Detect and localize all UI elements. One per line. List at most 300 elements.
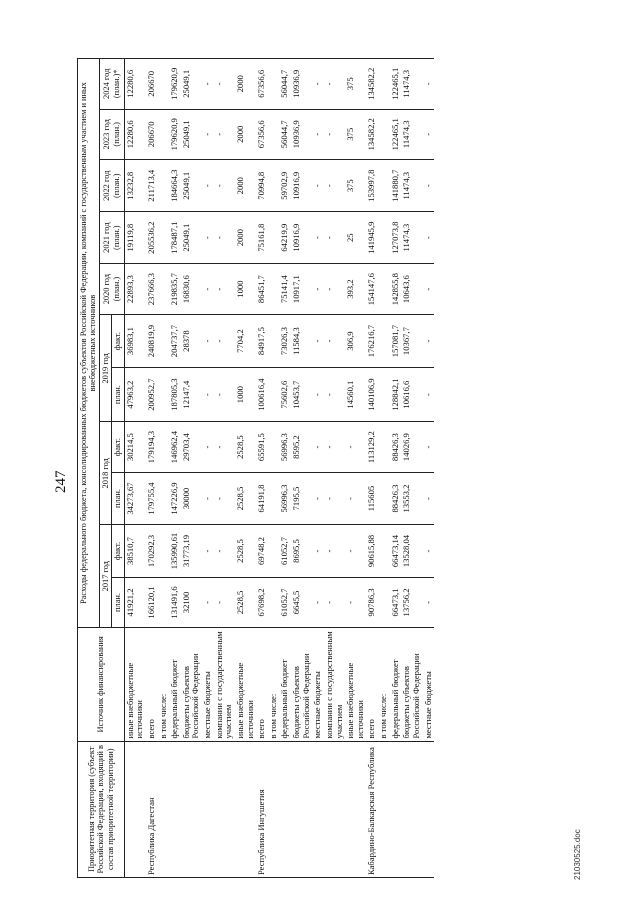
table-row	[324, 59, 345, 878]
value-cell: 8595,2	[291, 422, 312, 472]
value-cell: 2528,5	[235, 525, 256, 577]
value-cell: 200952,7	[146, 367, 158, 422]
value-cell: 30214,5	[124, 422, 146, 472]
table-row	[378, 59, 390, 878]
value-cell: 128842,1	[390, 367, 402, 422]
value-cell: 131491,6	[169, 577, 181, 627]
header-year-2020: 2020 год (план.)	[99, 263, 124, 314]
value-cell: 84917,5	[256, 315, 268, 367]
value-cell: 2000	[235, 59, 256, 110]
value-cell: 393,2	[345, 263, 366, 314]
value-cell: 61052,7	[279, 577, 291, 627]
value-cell: -	[324, 263, 345, 314]
value-cell: -	[324, 59, 345, 110]
header-territory: Приоритетная территория (субъект Российской Федерации, входящий в состав приоритетной территории)	[78, 741, 125, 877]
value-cell: 75141,4	[279, 263, 291, 314]
table-row	[235, 59, 256, 878]
table-header	[78, 59, 125, 878]
value-cell: 142855,8	[390, 263, 402, 314]
value-cell	[268, 577, 280, 627]
territory-cell	[202, 741, 214, 877]
territory-cell	[324, 741, 345, 877]
value-cell: 10453,7	[291, 367, 312, 422]
value-cell: 67356,6	[256, 59, 268, 110]
value-cell: 11474,3	[401, 212, 422, 263]
value-cell: 65591,5	[256, 422, 268, 472]
value-cell: 375	[345, 109, 366, 159]
value-cell: 1000	[235, 367, 256, 422]
value-cell	[158, 422, 170, 472]
source-cell: бюджеты субъектов Российской Федерации	[291, 628, 312, 741]
value-cell: 12280,6	[124, 59, 146, 110]
value-cell: 16830,6	[181, 263, 202, 314]
value-cell: -	[202, 315, 214, 367]
header-2017-plan: план.	[112, 577, 124, 627]
rotated-page	[55, 58, 615, 878]
value-cell	[268, 315, 280, 367]
value-cell: 179755,4	[146, 472, 158, 524]
value-cell: -	[202, 212, 214, 263]
value-cell: 141945,9	[366, 212, 378, 263]
value-cell: 32100	[181, 577, 202, 627]
header-2019-plan: план.	[112, 367, 124, 422]
source-cell: местные бюджеты	[423, 628, 435, 741]
territory-cell	[169, 741, 181, 877]
expenses-table	[77, 58, 434, 878]
value-cell: 22893,3	[124, 263, 146, 314]
value-cell: 25	[345, 212, 366, 263]
table-row	[124, 59, 146, 878]
value-cell: 11474,3	[401, 109, 422, 159]
source-cell: в том числе:	[378, 628, 390, 741]
value-cell	[158, 315, 170, 367]
table-row	[146, 59, 158, 878]
source-cell: местные бюджеты	[202, 628, 214, 741]
value-cell: -	[202, 59, 214, 110]
value-cell: 206670	[146, 59, 158, 110]
value-cell: -	[312, 367, 324, 422]
value-cell: 19119,8	[124, 212, 146, 263]
source-cell: в том числе:	[158, 628, 170, 741]
value-cell: 179620,9	[169, 109, 181, 159]
value-cell: -	[214, 422, 235, 472]
value-cell: 30000	[181, 472, 202, 524]
table-row	[158, 59, 170, 878]
value-cell	[378, 159, 390, 211]
value-cell: 11474,3	[401, 59, 422, 110]
value-cell	[268, 472, 280, 524]
value-cell: -	[214, 109, 235, 159]
value-cell: -	[324, 159, 345, 211]
source-cell: бюджеты субъектов Российской Федерации	[181, 628, 202, 741]
value-cell: 10936,9	[291, 59, 312, 110]
value-cell: 31773,19	[181, 525, 202, 577]
value-cell: -	[324, 577, 345, 627]
value-cell: -	[324, 367, 345, 422]
value-cell: 7704,2	[235, 315, 256, 367]
value-cell: -	[324, 472, 345, 524]
value-cell	[378, 422, 390, 472]
value-cell: -	[423, 263, 435, 314]
value-cell: 13232,8	[124, 159, 146, 211]
table-row	[279, 59, 291, 878]
value-cell	[158, 472, 170, 524]
value-cell	[268, 525, 280, 577]
value-cell	[378, 315, 390, 367]
value-cell: -	[312, 577, 324, 627]
value-cell: 176216,7	[366, 315, 378, 367]
table-row	[291, 59, 312, 878]
value-cell	[378, 212, 390, 263]
value-cell: -	[423, 159, 435, 211]
value-cell: -	[423, 525, 435, 577]
value-cell: 47963,2	[124, 367, 146, 422]
header-2017-fact: факт.	[112, 525, 124, 577]
table-row	[345, 59, 366, 878]
value-cell: -	[202, 472, 214, 524]
header-year-2017: 2017 год	[99, 525, 111, 628]
value-cell	[378, 109, 390, 159]
value-cell: 25049,1	[181, 212, 202, 263]
value-cell: 14026,9	[401, 422, 422, 472]
value-cell: 75161,8	[256, 212, 268, 263]
value-cell: 113129,2	[366, 422, 378, 472]
value-cell: 13553,2	[401, 472, 422, 524]
value-cell: 306,9	[345, 315, 366, 367]
value-cell: 73026,3	[279, 315, 291, 367]
value-cell: 10616,6	[401, 367, 422, 422]
value-cell: 375	[345, 159, 366, 211]
value-cell: 25049,1	[181, 159, 202, 211]
value-cell: 179194,3	[146, 422, 158, 472]
value-cell	[158, 59, 170, 110]
value-cell: 34273,67	[124, 472, 146, 524]
value-cell	[158, 367, 170, 422]
value-cell: 2528,5	[235, 472, 256, 524]
table-row	[312, 59, 324, 878]
table-row	[366, 59, 378, 878]
territory-cell: Кабардино-Балкарская Республика	[366, 741, 378, 877]
source-cell: иные внебюджетные источники	[345, 628, 366, 741]
value-cell: 90615,88	[366, 525, 378, 577]
value-cell: -	[202, 577, 214, 627]
value-cell: 170292,3	[146, 525, 158, 577]
value-cell: 6645,5	[291, 577, 312, 627]
value-cell: 122465,1	[390, 59, 402, 110]
file-name: 21030525.doc	[573, 829, 582, 880]
header-year-2021: 2021 год (план.)	[99, 212, 124, 263]
territory-cell	[181, 741, 202, 877]
value-cell: 141880,7	[390, 159, 402, 211]
territory-cell	[390, 741, 402, 877]
value-cell	[378, 472, 390, 524]
value-cell: 375	[345, 59, 366, 110]
source-cell: всего	[256, 628, 268, 741]
value-cell: -	[312, 315, 324, 367]
value-cell: -	[312, 59, 324, 110]
value-cell: 211713,4	[146, 159, 158, 211]
value-cell: -	[423, 59, 435, 110]
value-cell	[378, 59, 390, 110]
value-cell: -	[202, 159, 214, 211]
value-cell	[268, 212, 280, 263]
value-cell: 147226,9	[169, 472, 181, 524]
territory-cell	[158, 741, 170, 877]
value-cell: 10367,7	[401, 315, 422, 367]
value-cell	[158, 525, 170, 577]
value-cell: -	[324, 109, 345, 159]
value-cell: 1000	[235, 263, 256, 314]
value-cell: 56996,3	[279, 472, 291, 524]
value-cell: -	[423, 422, 435, 472]
value-cell: 2000	[235, 109, 256, 159]
territory-cell	[235, 741, 256, 877]
table-row	[256, 59, 268, 878]
value-cell: -	[214, 315, 235, 367]
value-cell: 135990,61	[169, 525, 181, 577]
value-cell: -	[202, 109, 214, 159]
value-cell: -	[214, 525, 235, 577]
value-cell	[268, 159, 280, 211]
value-cell: 59702,9	[279, 159, 291, 211]
table-row	[423, 59, 435, 878]
territory-cell	[268, 741, 280, 877]
value-cell: 88426,3	[390, 422, 402, 472]
value-cell: 178487,1	[169, 212, 181, 263]
territory-cell: Республика Дагестан	[146, 741, 158, 877]
value-cell: 29703,4	[181, 422, 202, 472]
value-cell: 36983,1	[124, 315, 146, 367]
value-cell: 8695,5	[291, 525, 312, 577]
source-cell: федеральный бюджет	[169, 628, 181, 741]
value-cell: -	[214, 159, 235, 211]
value-cell: -	[202, 422, 214, 472]
value-cell: 157081,7	[390, 315, 402, 367]
value-cell	[158, 109, 170, 159]
value-cell: -	[214, 263, 235, 314]
table-row	[181, 59, 202, 878]
value-cell: 100616,4	[256, 367, 268, 422]
value-cell: -	[214, 212, 235, 263]
header-year-2024: 2024 год (план.)*	[99, 59, 124, 110]
territory-cell	[124, 741, 146, 877]
value-cell: 56996,3	[279, 422, 291, 472]
value-cell: 206670	[146, 109, 158, 159]
value-cell: 41921,2	[124, 577, 146, 627]
value-cell: -	[214, 367, 235, 422]
header-2019-fact: факт.	[112, 315, 124, 367]
value-cell: 134582,2	[366, 59, 378, 110]
territory-cell	[312, 741, 324, 877]
value-cell: -	[324, 315, 345, 367]
value-cell: -	[312, 525, 324, 577]
value-cell: 134582,2	[366, 109, 378, 159]
value-cell: -	[312, 472, 324, 524]
territory-cell	[423, 741, 435, 877]
source-cell: компании с государственным участием	[214, 628, 235, 741]
value-cell: -	[214, 472, 235, 524]
value-cell: -	[345, 422, 366, 472]
value-cell: -	[312, 263, 324, 314]
value-cell: 127073,8	[390, 212, 402, 263]
value-cell: 140106,9	[366, 367, 378, 422]
value-cell: 2000	[235, 212, 256, 263]
value-cell: 219835,7	[169, 263, 181, 314]
header-year-2023: 2023 год (план.)	[99, 109, 124, 159]
value-cell	[268, 109, 280, 159]
value-cell: 10916,9	[291, 212, 312, 263]
value-cell: -	[345, 525, 366, 577]
header-2018-plan: план.	[112, 472, 124, 524]
value-cell	[378, 525, 390, 577]
value-cell	[158, 263, 170, 314]
header-2018-fact: факт.	[112, 422, 124, 472]
value-cell	[378, 577, 390, 627]
table-body	[124, 59, 434, 878]
value-cell: -	[202, 263, 214, 314]
header-year-2018: 2018 год	[99, 422, 111, 525]
value-cell: -	[312, 212, 324, 263]
header-year-2019: 2019 год	[99, 315, 111, 422]
value-cell: 70994,8	[256, 159, 268, 211]
value-cell: 10936,9	[291, 109, 312, 159]
value-cell: 13756,2	[401, 577, 422, 627]
value-cell: 10917,1	[291, 263, 312, 314]
value-cell: 2000	[235, 159, 256, 211]
value-cell: 122465,1	[390, 109, 402, 159]
value-cell: 66473,1	[390, 577, 402, 627]
value-cell: 13528,04	[401, 525, 422, 577]
source-cell: местные бюджеты	[312, 628, 324, 741]
source-cell: федеральный бюджет	[390, 628, 402, 741]
value-cell: 10643,6	[401, 263, 422, 314]
value-cell: 240819,9	[146, 315, 158, 367]
value-cell: 64219,9	[279, 212, 291, 263]
territory-cell	[378, 741, 390, 877]
value-cell: -	[214, 577, 235, 627]
page-number: 247	[53, 470, 69, 493]
value-cell: 10916,9	[291, 159, 312, 211]
value-cell: 67698,2	[256, 577, 268, 627]
table-row	[214, 59, 235, 878]
value-cell: -	[312, 109, 324, 159]
value-cell: -	[324, 525, 345, 577]
value-cell: 69748,2	[256, 525, 268, 577]
value-cell: 14560,1	[345, 367, 366, 422]
value-cell: -	[202, 367, 214, 422]
value-cell	[158, 159, 170, 211]
value-cell: 204737,7	[169, 315, 181, 367]
value-cell: -	[423, 577, 435, 627]
value-cell: -	[312, 422, 324, 472]
value-cell: 75602,6	[279, 367, 291, 422]
value-cell: -	[423, 109, 435, 159]
value-cell	[268, 422, 280, 472]
value-cell: 56044,7	[279, 109, 291, 159]
value-cell	[158, 212, 170, 263]
source-cell: всего	[146, 628, 158, 741]
value-cell: -	[324, 212, 345, 263]
value-cell: 88426,3	[390, 472, 402, 524]
value-cell: -	[423, 212, 435, 263]
value-cell: 61052,7	[279, 525, 291, 577]
value-cell: 146962,4	[169, 422, 181, 472]
table-row	[401, 59, 422, 878]
header-expenses: Расходы федерального бюджета, консолидированных бюджетов субъектов Российской Федерации, компаний с государственным участием и иных внебюджетных источников	[78, 59, 100, 628]
value-cell: 25049,1	[181, 59, 202, 110]
value-cell: 38510,7	[124, 525, 146, 577]
source-cell: в том числе:	[268, 628, 280, 741]
table-row	[268, 59, 280, 878]
value-cell: 179620,9	[169, 59, 181, 110]
value-cell: -	[345, 577, 366, 627]
value-cell: 66473,14	[390, 525, 402, 577]
value-cell: -	[214, 59, 235, 110]
source-cell: бюджеты субъектов Российской Федерации	[401, 628, 422, 741]
value-cell: 7195,5	[291, 472, 312, 524]
territory-cell	[279, 741, 291, 877]
header-year-2022: 2022 год (план.)	[99, 159, 124, 211]
value-cell: 115605	[366, 472, 378, 524]
table-row	[202, 59, 214, 878]
value-cell: 154147,6	[366, 263, 378, 314]
value-cell: 86451,7	[256, 263, 268, 314]
value-cell: -	[312, 159, 324, 211]
value-cell: -	[202, 525, 214, 577]
source-cell: иные внебюджетные источники	[124, 628, 146, 741]
territory-cell	[214, 741, 235, 877]
value-cell	[158, 577, 170, 627]
source-cell: всего	[366, 628, 378, 741]
value-cell: 12280,6	[124, 109, 146, 159]
territory-cell: Республика Ингушетия	[256, 741, 268, 877]
value-cell: -	[324, 422, 345, 472]
value-cell	[378, 263, 390, 314]
value-cell: 166120,1	[146, 577, 158, 627]
value-cell: 64191,8	[256, 472, 268, 524]
value-cell: 12147,4	[181, 367, 202, 422]
value-cell: -	[423, 472, 435, 524]
value-cell	[268, 367, 280, 422]
table-row	[169, 59, 181, 878]
source-cell: компании с государственным участием	[324, 628, 345, 741]
value-cell: 184664,3	[169, 159, 181, 211]
value-cell: -	[423, 315, 435, 367]
territory-cell	[401, 741, 422, 877]
value-cell: 153997,8	[366, 159, 378, 211]
source-cell: федеральный бюджет	[279, 628, 291, 741]
header-source: Источник финансирования	[78, 628, 125, 741]
territory-cell	[291, 741, 312, 877]
value-cell: 2528,5	[235, 422, 256, 472]
value-cell: 2528,5	[235, 577, 256, 627]
value-cell: 11584,3	[291, 315, 312, 367]
value-cell: -	[345, 472, 366, 524]
value-cell: 187805,3	[169, 367, 181, 422]
territory-cell	[345, 741, 366, 877]
value-cell	[378, 367, 390, 422]
value-cell: 11474,3	[401, 159, 422, 211]
value-cell: 237666,3	[146, 263, 158, 314]
value-cell	[268, 59, 280, 110]
source-cell: иные внебюджетные источники	[235, 628, 256, 741]
value-cell: 28378	[181, 315, 202, 367]
value-cell: 67356,6	[256, 109, 268, 159]
value-cell	[268, 263, 280, 314]
table-row	[390, 59, 402, 878]
value-cell: 56044,7	[279, 59, 291, 110]
value-cell: 90786,3	[366, 577, 378, 627]
